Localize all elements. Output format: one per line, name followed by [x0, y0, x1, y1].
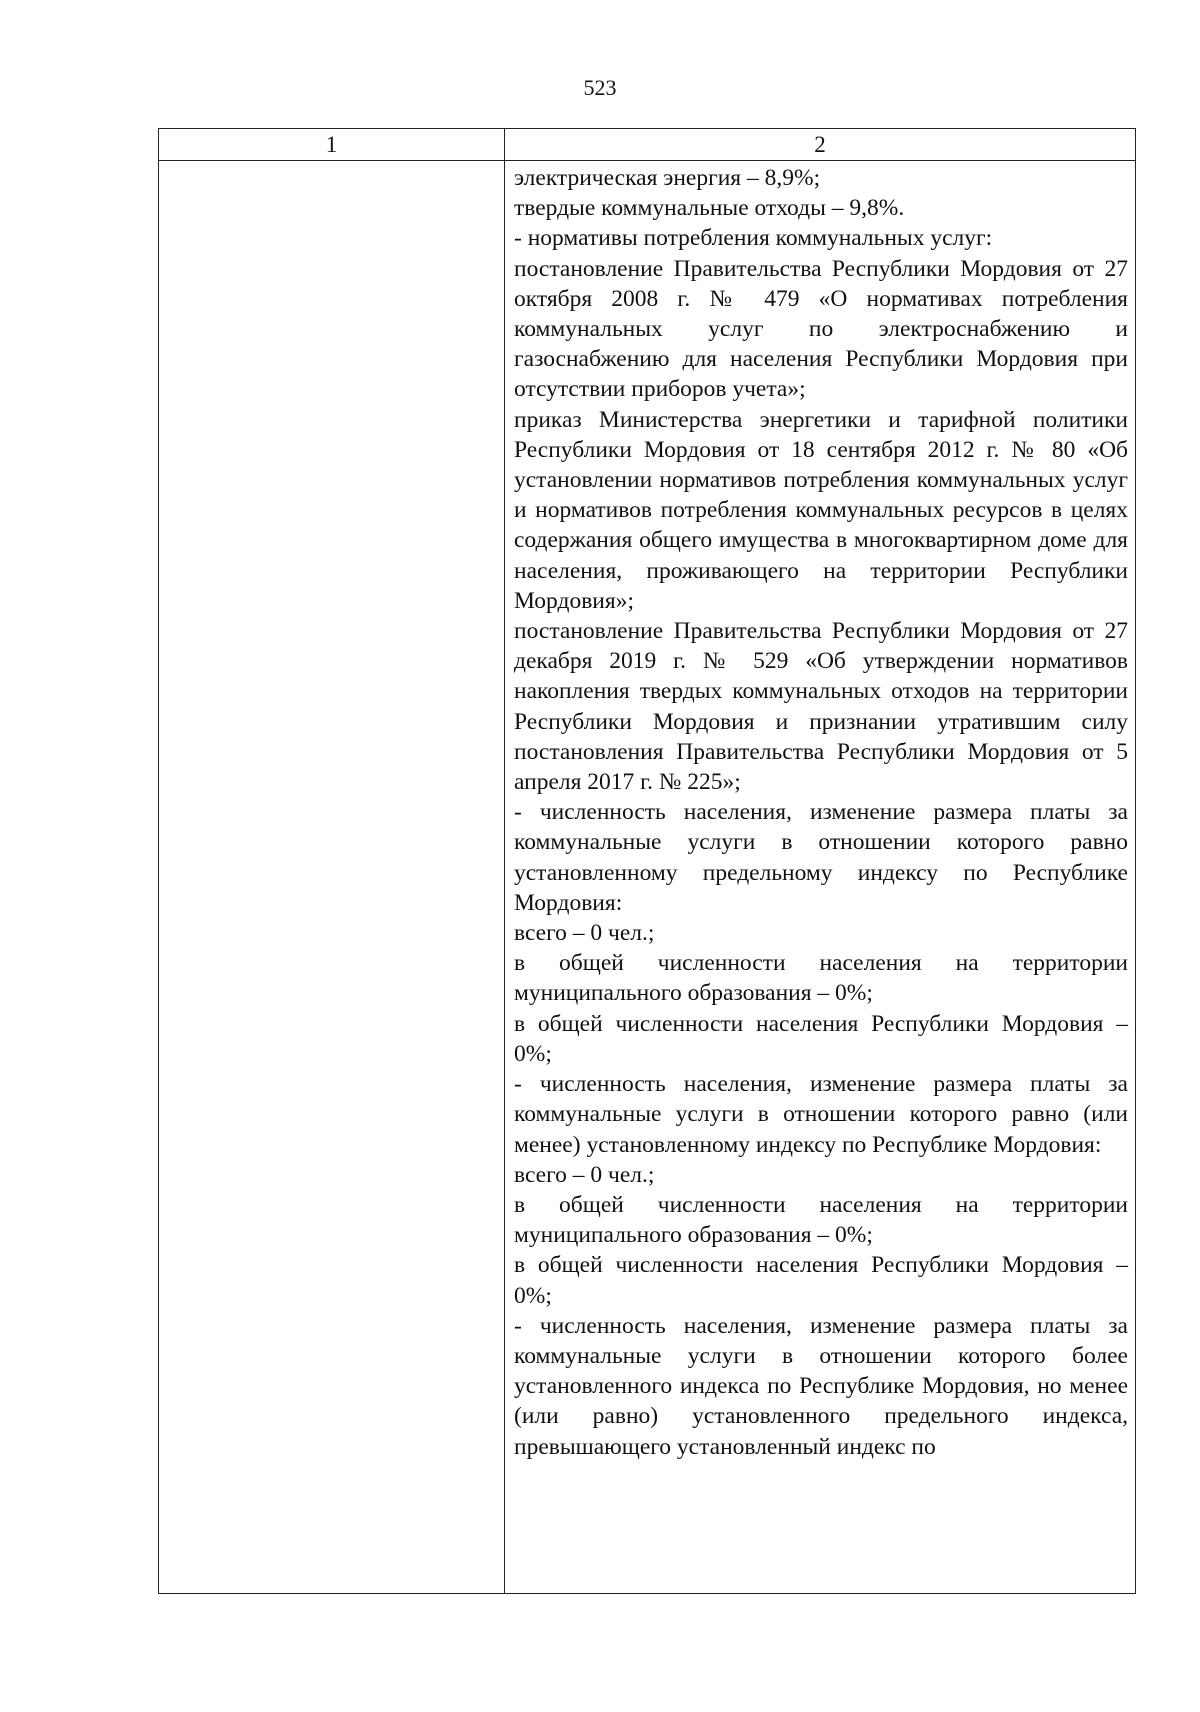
text-paragraph: постановление Правительства Республики Мордовия от 27 декабря 2019 г. № 529 «Об утверждении нормативов накопления твердых коммунальных отходов на территории Республики Мордовия и признании утратившим силу постановления Правительства Республики Мордовия от 5 апреля 2017 г. № 225»;: [514, 618, 1128, 796]
text-paragraph: в общей численности населения на территории муниципального образования – 0%;: [514, 1191, 1128, 1249]
page-number: 523: [583, 75, 617, 100]
column-1-cell: [159, 161, 505, 1594]
table-body-row: [159, 161, 1136, 1594]
text-line: твердые коммунальные отходы – 9,8%.: [514, 195, 905, 222]
table-header-row: [159, 129, 1136, 161]
text-line: - нормативы потребления коммунальных услуг:: [514, 225, 993, 252]
column-1-header: 1: [159, 129, 505, 161]
column-2-header: 2: [505, 129, 1136, 161]
column-1-text: [159, 161, 504, 163]
text-paragraph: - численность населения, изменение размера платы за коммунальные услуги в отношении которого равно (или менее) установленному индексу по Республике Мордовия:: [514, 1071, 1128, 1158]
text-line: всего – 0 чел.;: [514, 1161, 655, 1188]
text-paragraph: - численность населения, изменение размера платы за коммунальные услуги в отношении которого равно установленному предельному индексу по Республике Мордовия:: [514, 799, 1128, 916]
text-line: всего – 0 чел.;: [514, 920, 655, 947]
text-paragraph: постановление Правительства Республики Мордовия от 27 октября 2008 г. № 479 «О нормативах потребления коммунальных услуг по электроснабжению и газоснабжению для населения Республики Мордовия при отсутствии приборов учета»;: [514, 255, 1128, 403]
text-paragraph: в общей численности населения Республики Мордовия – 0%;: [514, 1252, 1128, 1309]
document-table: [158, 128, 1136, 1594]
text-line: электрическая энергия – 8,9%;: [514, 165, 821, 191]
text-paragraph: в общей численности населения Республики Мордовия – 0%;: [514, 1010, 1128, 1067]
text-paragraph: приказ Министерства энергетики и тарифной политики Республики Мордовия от 18 сентября 2012 г. № 80 «Об установлении нормативов потребления коммунальных услуг и нормативов потребления коммунальных ресурсов в целях содержания общего имущества в многоквартирном доме для населения, проживающего на территории Республики Мордовия»;: [514, 406, 1128, 614]
column-2-content: [505, 161, 1135, 1462]
text-paragraph: в общей численности населения на территории муниципального образования – 0%;: [514, 950, 1128, 1007]
column-2-cell: [505, 161, 1136, 1594]
text-paragraph: - численность населения, изменение размера платы за коммунальные услуги в отношении которого более установленного индекса по Республике Мордовия, но менее (или равно) установленного предельного индекса, превышающего установленный индекс по: [514, 1312, 1128, 1460]
